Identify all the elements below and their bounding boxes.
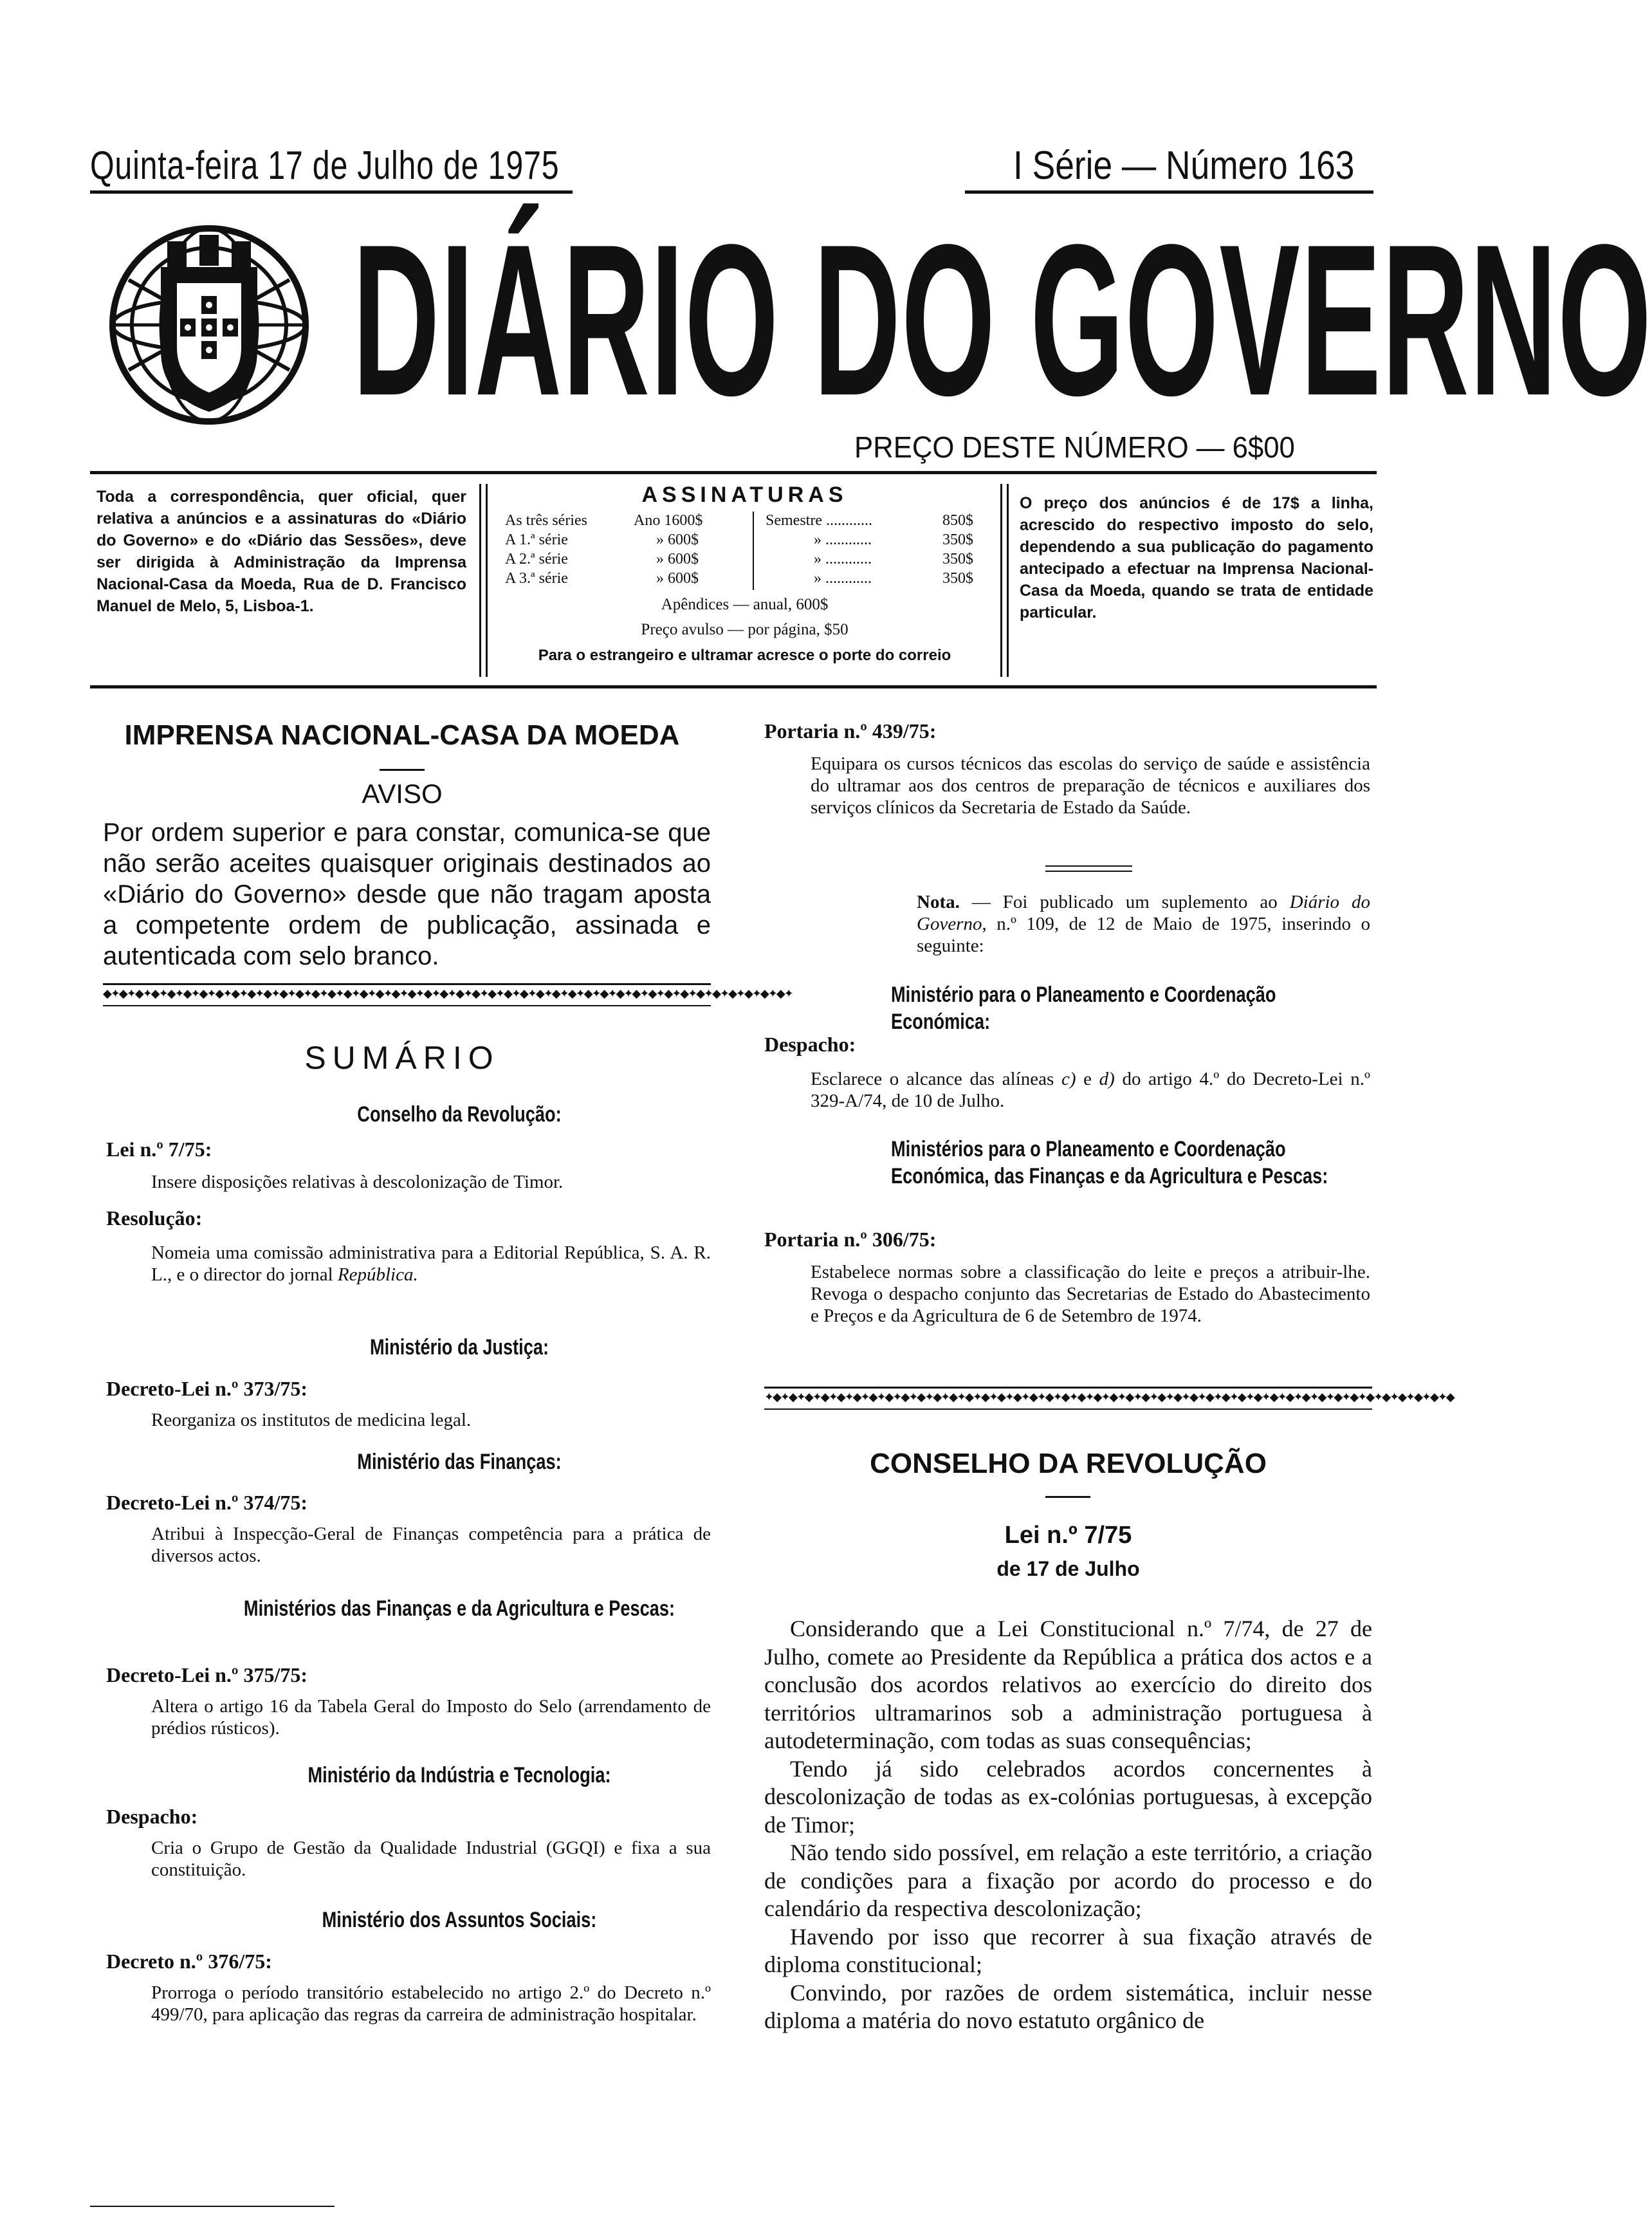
lei-title: Lei n.º 7/75	[1004, 1522, 1132, 1549]
summary-text-lei: Insere disposições relativas à descolonização de Timor.	[151, 1172, 564, 1192]
summary-head-financas-agricultura: Ministérios das Finanças e da Agricultura e Pescas:	[243, 1596, 675, 1621]
info-divider-1b	[486, 484, 488, 677]
row-semester-price: 350$	[942, 551, 973, 568]
conjunction: e	[1076, 1069, 1099, 1089]
foreign-postage-note: Para o estrangeiro e ultramar acresce o porte do correio	[538, 647, 951, 664]
summary-text-375: Altera o artigo 16 da Tabela Geral do Imposto do Selo (arrendamento de prédios rústicos).	[151, 1696, 711, 1739]
info-divider-2b	[1007, 484, 1009, 677]
resolucao-text: Nomeia uma comissão administrativa para a Editorial República, S. A. R. L., e o director do jornal	[151, 1242, 711, 1285]
summary-head-assuntos-sociais: Ministério dos Assuntos Sociais:	[322, 1908, 597, 1932]
sumario-title: SUMÁRIO	[304, 1040, 500, 1076]
ornament-rule-bottom	[103, 1005, 711, 1006]
row-semester-price: 350$	[942, 531, 973, 548]
summary-head-justica: Ministério da Justiça:	[369, 1335, 549, 1360]
short-divider-2	[1045, 1496, 1090, 1498]
date-underline	[90, 190, 573, 194]
nota-text-2: , n.º 109, de 12 de Maio de 1975, inserindo o seguinte:	[917, 914, 1370, 956]
issue-price: PREÇO DESTE NÚMERO — 6$00	[854, 430, 1295, 464]
series-underline	[965, 190, 1373, 194]
summary-head-conselho: Conselho da Revolução:	[357, 1102, 562, 1127]
subscription-row	[505, 551, 984, 570]
row-year-price: » 600$	[656, 551, 699, 568]
short-divider	[380, 769, 425, 771]
nota-italic: Diário do Governo	[917, 892, 1370, 934]
row-year-price: Ano 1600$	[634, 512, 703, 529]
resolucao-italic: República.	[337, 1264, 418, 1285]
despacho-text-1: Esclarece o alcance das alíneas	[811, 1069, 1061, 1089]
summary-head-industria: Ministério da Indústria e Tecnologia:	[307, 1763, 611, 1787]
row-semester-label: » ............	[814, 551, 872, 568]
series-number: I Série — Número 163	[1013, 143, 1355, 188]
ornament-divider: ◆✦◆✦◆✦◆✦◆✦◆✦◆✦◆✦◆✦◆✦◆✦◆✦◆✦◆✦◆✦◆✦◆✦◆✦◆✦◆✦◆✦◆✦◆✦◆✦◆✦◆✦◆✦◆✦◆✦◆✦◆✦◆✦◆✦◆✦◆✦◆✦◆✦◆✦◆✦◆✦◆✦◆✦◆✦	[103, 987, 793, 1001]
lei-paragraph: Considerando que a Lei Constitucional n.º 7/74, de 27 de Julho, comete ao Presidente da República a prática dos actos e a conclusão dos acordos relativos ao exercício do direito dos territórios ultramarinos sob a administração portuguesa à autodeterminação, com todas as suas consequências;	[764, 1616, 1372, 1753]
info-box-bottom-rule	[90, 685, 1377, 688]
subscription-row	[505, 512, 984, 531]
summary-text-376: Prorroga o período transitório estabelecido no artigo 2.º do Decreto n.º 499/70, para aplicação das regras da carreira de administração hospitalar.	[151, 1982, 711, 2025]
row-label: A 3.ª série	[505, 570, 568, 587]
row-semester-price: 850$	[942, 512, 973, 529]
row-year-price: » 600$	[656, 570, 699, 587]
summary-label-375: Decreto-Lei n.º 375/75:	[106, 1663, 307, 1686]
ornament-rule-top	[103, 983, 711, 985]
nota-text-1: — Foi publicado um suplemento ao	[959, 892, 1290, 912]
coat-of-arms-icon	[84, 216, 335, 428]
row-semester-label: » ............	[814, 531, 872, 548]
summary-label-376: Decreto n.º 376/75:	[106, 1950, 272, 1973]
lei-date: de 17 de Julho	[996, 1557, 1140, 1580]
row-semester-label: Semestre ............	[766, 512, 872, 529]
lei-paragraph: Não tendo sido possível, em relação a este território, a criação de condições para a fixação por acordo do processo e do calendário da respectiva descolonização;	[764, 1840, 1372, 1921]
summary-label-despacho: Despacho:	[106, 1805, 198, 1828]
info-divider-1a	[479, 484, 481, 677]
summary-label-resolucao: Resolução:	[106, 1206, 203, 1230]
subscription-row	[505, 531, 984, 551]
info-box-top-rule	[90, 471, 1377, 474]
summary-text-306: Estabelece normas sobre a classificação do leite e preços a atribuir-lhe. Revoga o despacho conjunto das Secretarias de Estado do Abastecimento e Preços e da Agricultura de 6 de Setembro de 1974.	[811, 1262, 1370, 1326]
issue-date: Quinta-feira 17 de Julho de 1975	[90, 143, 560, 188]
summary-label-despacho-plan: Despacho:	[764, 1033, 856, 1056]
ornament2-rule-top	[764, 1387, 1372, 1389]
section-title-imprensa: IMPRENSA NACIONAL-CASA DA MOEDA	[124, 719, 680, 751]
advertising-price-notice: O preço dos anúncios é de 17$ a linha, acrescido do respectivo imposto do selo, dependendo a sua publicação do pagamento antecipado a efectuar na Imprensa Nacional-Casa da Moeda, quando se trata de entidade particular.	[1020, 494, 1373, 622]
ornament-divider-2: ✦◆✦◆✦◆✦◆✦◆✦◆✦◆✦◆✦◆✦◆✦◆✦◆✦◆✦◆✦◆✦◆✦◆✦◆✦◆✦◆✦◆✦◆✦◆✦◆✦◆✦◆✦◆✦◆✦◆✦◆✦◆✦◆✦◆✦◆✦◆✦◆✦◆✦◆✦◆✦◆✦◆✦◆✦◆	[764, 1390, 1454, 1404]
nota-label: Nota.	[917, 892, 960, 912]
nota-text	[917, 891, 1370, 957]
lei-body	[764, 1615, 1372, 2035]
summary-head-planeamento: Ministério para o Planeamento e Coordenação Económica:	[891, 983, 1276, 1034]
summary-text-despacho: Cria o Grupo de Gestão da Qualidade Industrial (GGQI) e fixa a sua constituição.	[151, 1838, 711, 1880]
row-label: A 2.ª série	[505, 551, 568, 568]
footer-rule	[90, 2206, 335, 2207]
summary-label-lei: Lei n.º 7/75:	[106, 1138, 212, 1161]
info-divider-2a	[1000, 484, 1002, 677]
section-title-conselho: CONSELHO DA REVOLUÇÃO	[870, 1448, 1267, 1479]
alinea-d: d)	[1099, 1069, 1115, 1089]
alinea-c: c)	[1061, 1069, 1076, 1089]
single-copy-price: Preço avulso — por página, $50	[641, 621, 849, 638]
correspondence-notice: Toda a correspondência, quer oficial, quer relativa a anúncios e a assinaturas do «Diário do Governo» e do «Diário das Sessões», deve ser dirigida à Administração da Imprensa Nacional-Casa da Moeda, Rua de D. Francisco Manuel de Melo, 5, Lisboa-1.	[96, 488, 466, 615]
lei-paragraph: Havendo por isso que recorrer à sua fixação através de diploma constitucional;	[764, 1923, 1372, 1977]
summary-label-439: Portaria n.º 439/75:	[764, 719, 937, 743]
aviso-title: AVISO	[362, 779, 443, 809]
appendices-price: Apêndices — anual, 600$	[661, 596, 829, 613]
row-semester-label: » ............	[814, 570, 872, 587]
summary-text-373: Reorganiza os institutos de medicina legal.	[151, 1410, 472, 1430]
lei-paragraph: Tendo já sido celebrados acordos concernentes à descolonização de todas as ex-colónias portuguesas, à excepção de Timor;	[764, 1755, 1372, 1838]
subscriptions-heading: ASSINATURAS	[641, 483, 848, 507]
summary-head-planeamento-financas: Ministérios para o Planeamento e Coordenação Económica, das Finanças e da Agricultura e Pescas:	[891, 1137, 1328, 1188]
summary-text-resolucao	[151, 1242, 711, 1286]
double-rule-top	[1045, 865, 1132, 867]
summary-text-despacho-plan	[811, 1068, 1370, 1112]
double-rule-bottom	[1045, 871, 1132, 872]
summary-label-373: Decreto-Lei n.º 373/75:	[106, 1377, 307, 1400]
subscriptions-box	[499, 483, 991, 682]
newspaper-title: DIÁRIO DO GOVERNO	[353, 199, 1652, 440]
row-year-price: » 600$	[656, 531, 699, 548]
row-semester-price: 350$	[942, 570, 973, 587]
summary-text-439: Equipara os cursos técnicos das escolas do serviço de saúde e assistência do ultramar aos dos centros de preparação de técnicos e auxiliares dos serviços clínicos da Secretaria de Estado da Saúde.	[811, 753, 1370, 818]
summary-text-374: Atribui à Inspecção-Geral de Finanças competência para a prática de diversos actos.	[151, 1524, 711, 1566]
summary-head-financas: Ministério das Finanças:	[357, 1450, 562, 1474]
summary-label-306: Portaria n.º 306/75:	[764, 1228, 937, 1251]
ornament2-rule-bottom	[764, 1408, 1372, 1410]
summary-label-374: Decreto-Lei n.º 374/75:	[106, 1491, 307, 1514]
lei-paragraph: Convindo, por razões de ordem sistemática, incluir nesse diploma a matéria do novo estatuto orgânico de	[764, 1979, 1372, 2033]
row-label: As três séries	[505, 512, 587, 529]
aviso-text: Por ordem superior e para constar, comunica-se que não serão aceites quaisquer originais destinados ao «Diário do Governo» desde que não tragam aposta a competente ordem de publicação, assinada e autenticada com selo branco.	[103, 818, 711, 970]
despacho-text-2: do artigo 4.º do Decreto-Lei n.º 329-A/74, de 10 de Julho.	[811, 1069, 1370, 1111]
subscription-row	[505, 570, 984, 589]
row-label: A 1.ª série	[505, 531, 568, 548]
